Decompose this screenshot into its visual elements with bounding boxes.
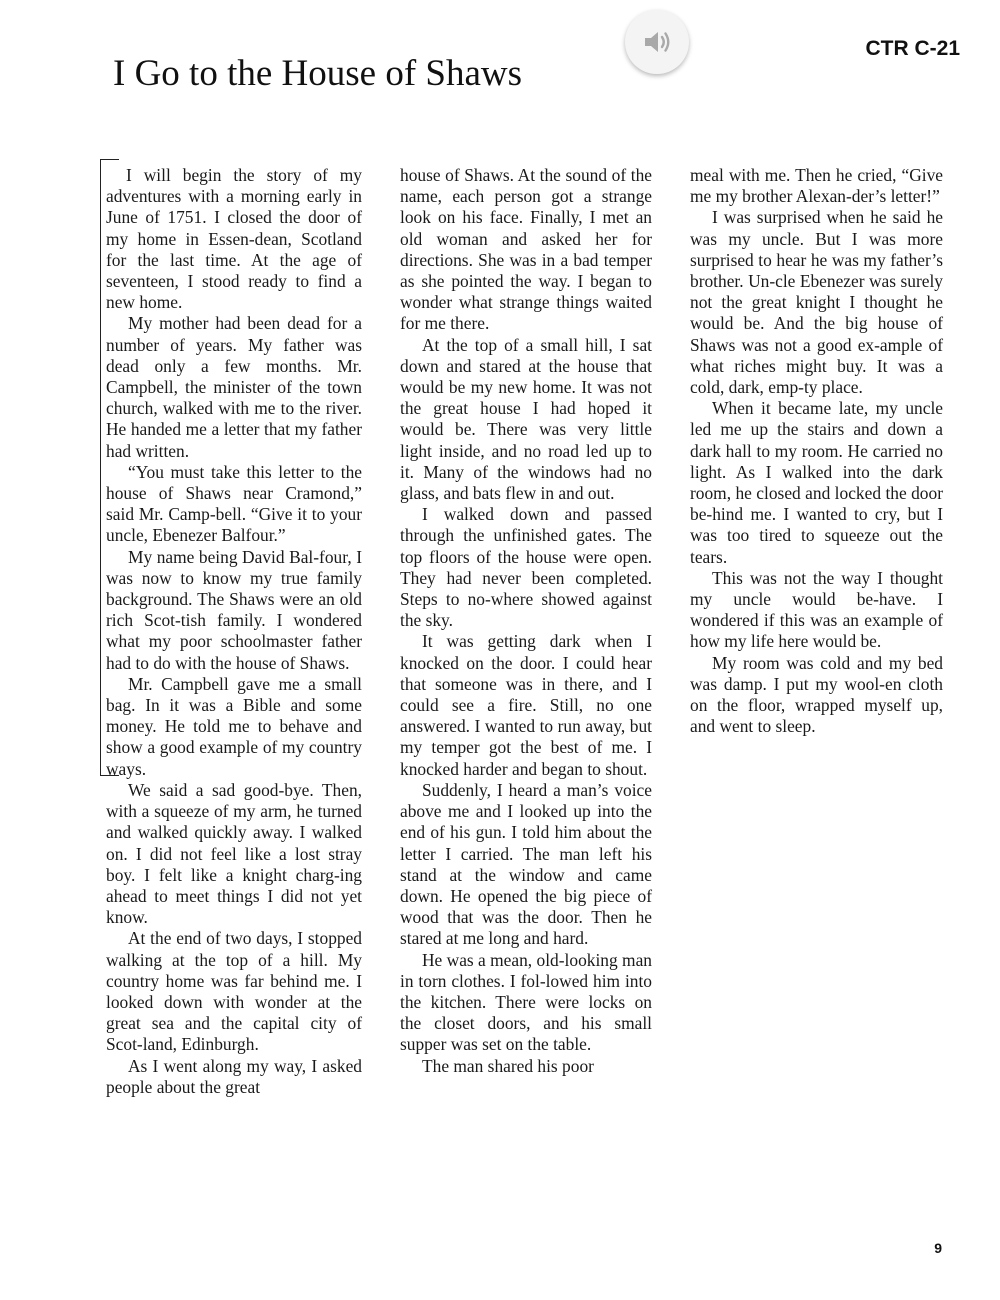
paragraph: At the top of a small hill, I sat down and stared at the house that would be my new home. It was not the great house I had hoped it would be. There was very little light inside, and no road led up to it. Many of the windows had no glass, and bats flew in and out. [400,334,652,504]
paragraph: At the end of two days, I stopped walking at the top of a hill. My country home was far behind me. I looked down with wonder at the great sea and the capital city of Scot-land, Edinburgh. [106,928,362,1055]
paragraph: This was not the way I thought my uncle would be-have. I wondered if this was an example of how my life here would be. [690,567,943,652]
paragraph: I was surprised when he said he was my uncle. But I was more surprised to hear he was my father’s brother. Un-cle Ebenezer was surely not the great knight I thought he would be. And the big house of Shaws was not a good ex-ample of what riches might buy. It was a cold, dark, emp-ty place. [690,207,943,398]
text-column-1 [106,165,362,1098]
paragraph: house of Shaws. At the sound of the name, each person got a strange look on his face. Finally, I met an old woman and asked her for directions. She was in a bad temper as she pointed the way. I began to wonder what strange things waited for me there. [400,165,652,334]
paragraph: The man shared his poor [422,1055,594,1076]
level-code: CTR C-21 [865,37,960,60]
paragraph: It was getting dark when I knocked on the door. I could hear that someone was in there, and I could see a fire. Still, no one answered. I wanted to run away, but my temper got the best of me. I knocked harder and began to shout. [400,631,652,779]
text-column-2 [400,165,652,1077]
paragraph: As I went along my way, I asked people about the great [106,1055,362,1097]
paragraph: We said a sad good-bye. Then, with a squeeze of my arm, he turned and walked quickly away. I walked on. I did not feel like a lost stray boy. I felt like a knight charg-ing ahead to meet things I did not yet know. [106,779,362,928]
paragraph: “You must take this letter to the house of Shaws near Cramond,” said Mr. Camp-bell. “Give it to your uncle, Ebenezer Balfour.” [106,461,362,546]
paragraph: I walked down and passed through the unfinished gates. The top floors of the house were open. They had never been completed. Steps to no-where showed against the sky. [400,504,652,631]
speaker-icon [642,28,672,56]
paragraph: Mr. Campbell gave me a small bag. In it was a Bible and some money. He told me to behave and show a good example of my country ways. [106,673,362,779]
paragraph: He was a mean, old-looking man in torn clothes. I fol-lowed him into the kitchen. There were locks on the closet doors, and his small supper was set on the table. [400,949,652,1055]
page-number: 9 [934,1240,942,1256]
paragraph: When it became late, my uncle led me up the stairs and down a dark hall to my room. He carried no light. As I walked into the dark room, he closed and locked the door be-hind me. I wanted to cry, but I was too tired to squeeze out the tears. [690,398,943,567]
paragraph: My mother had been dead for a number of years. My father was dead only a few months. Mr. Campbell, the minister of the town church, walked with me to the river. He handed me a letter that my father had written. [106,313,362,461]
paragraph: Suddenly, I heard a man’s voice above me and I looked up into the end of his gun. I told him about the letter I carried. The man left his stand at the window and came down. He opened the big piece of wood that was the door. Then he stared at me long and hard. [400,779,652,949]
audio-play-button[interactable] [625,10,689,74]
paragraph: I will begin the story of my adventures with a morning early in June of 1751. I closed the door of my home in Essen-dean, Scotland for the last time. At the age of seventeen, I stood ready to find a new home. [106,165,362,313]
text-column-3 [690,165,943,737]
paragraph: My name being David Bal-four, I was now to know my true family background. The Shaws were an old rich Scot-tish family. I wondered what my poor schoolmaster father had to do with the house of Shaws. [106,546,362,673]
paragraph: meal with me. Then he cried, “Give me my brother Alexan-der’s letter!” [690,165,943,207]
story-title: I Go to the House of Shaws [113,53,523,94]
paragraph: My room was cold and my bed was damp. I put my wool-en cloth on the floor, wrapped myself up, and went to sleep. [690,652,943,737]
